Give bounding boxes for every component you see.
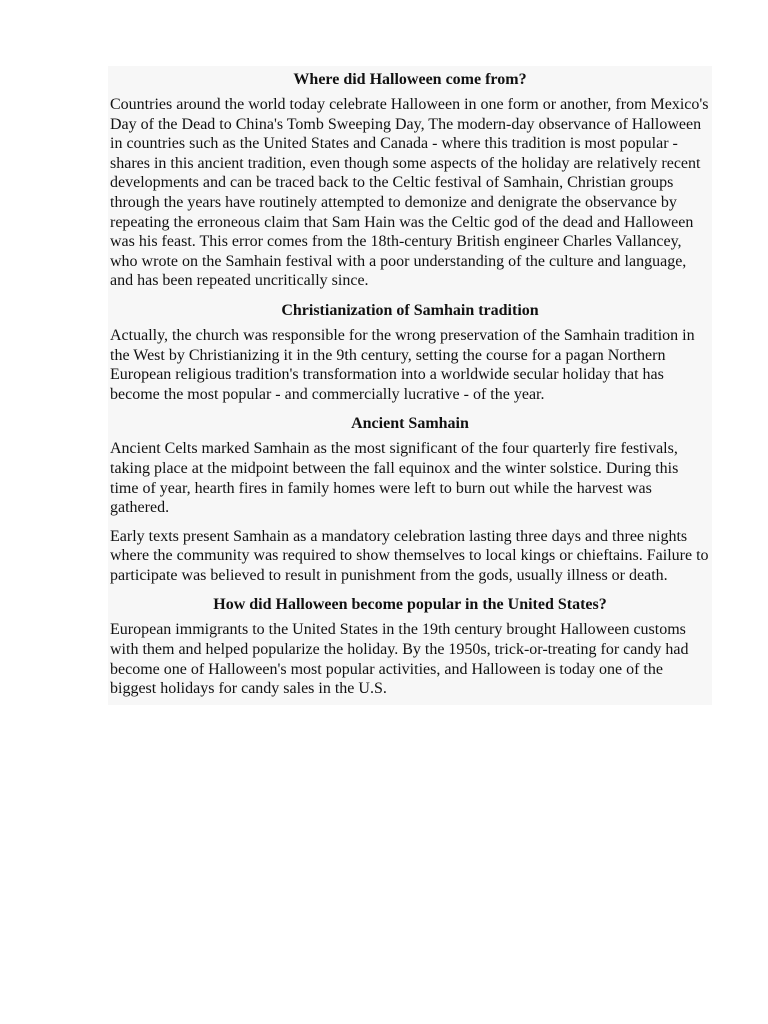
section-heading-origin: Where did Halloween come from? bbox=[293, 71, 527, 88]
document-body bbox=[108, 66, 712, 705]
section-heading-ancient-samhain: Ancient Samhain bbox=[351, 415, 469, 433]
section-heading-us-popularity: How did Halloween become popular in the United States? bbox=[213, 596, 607, 614]
section-paragraph: Countries around the world today celebrate Halloween in one form or another, from Mexico's Day of the Dead to China's Tomb Sweeping Day, The modern-day observance of Halloween in countries such as the United States and Canada - where this tradition is most popular - shares in this ancient tradition, even though some aspects of the holiday are relatively recent developments and can be traced back to the Celtic festival of Samhain, Christian groups through the years have routinely attempted to demonize and denigrate the observance by repeating the erroneous claim that Sam Hain was the Celtic god of the dead and Halloween was his feast. This error comes from the 18th-century British engineer Charles Vallancey, who wrote on the Samhain festival with a poor understanding of the culture and language, and has been repeated uncritically since. bbox=[110, 96, 709, 290]
section-paragraph: Early texts present Samhain as a mandatory celebration lasting three days and three nights where the community was required to show themselves to local kings or chieftains. Failure to participate was believed to result in punishment from the gods, usually illness or death. bbox=[110, 527, 709, 584]
section-paragraph: European immigrants to the United States in the 19th century brought Halloween customs with them and helped popularize the holiday. By the 1950s, trick-or-treating for candy had become one of Halloween's most popular activities, and Halloween is today one of the biggest holidays for candy sales in the U.S. bbox=[110, 621, 689, 698]
section-paragraph: Ancient Celts marked Samhain as the most significant of the four quarterly fire festivals, taking place at the midpoint between the fall equinox and the winter solstice. During this time of year, hearth fires in family homes were left to burn out while the harvest was gathered. bbox=[110, 440, 679, 517]
section-paragraph: Actually, the church was responsible for the wrong preservation of the Samhain tradition in the West by Christianizing it in the 9th century, setting the course for a pagan Northern European religious tradition's transformation into a worldwide secular holiday that has become the most popular - and commercially lucrative - of the year. bbox=[110, 326, 695, 403]
section-heading-christianization: Christianization of Samhain tradition bbox=[281, 301, 539, 319]
